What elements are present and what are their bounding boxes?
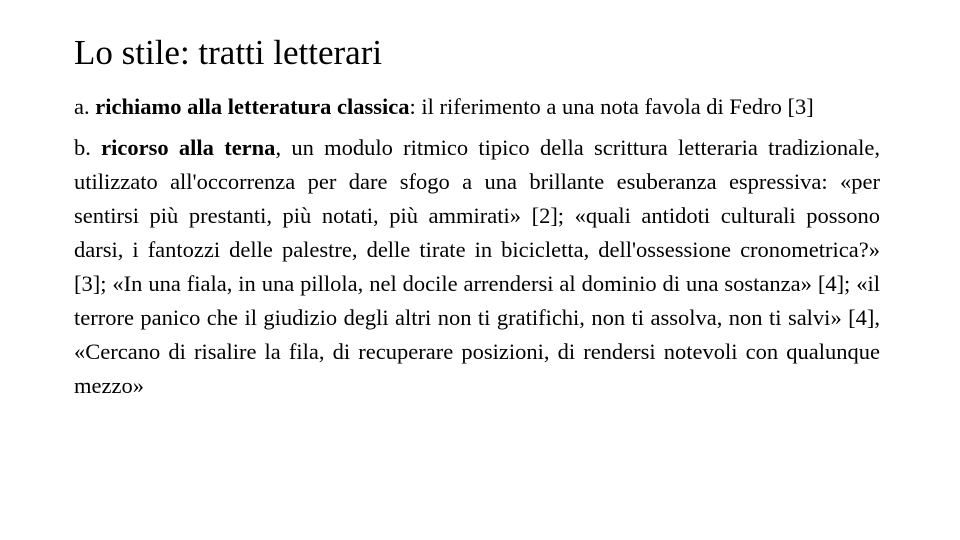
- list-item-a: [74, 90, 880, 124]
- list-item-b: [74, 131, 880, 403]
- item-text: : il riferimento a una nota favola di Fedro [3]: [409, 94, 814, 119]
- item-marker: b.: [74, 135, 102, 160]
- item-text: , un modulo ritmico tipico della scrittura letteraria tradizionale, utilizzato all'occorrenza per dare sfogo a una brillante esuberanza espressiva: «per sentirsi più prestanti, più notati, più ammirati» [2]; «quali antidoti culturali possono darsi, i fantozzi delle palestre, delle tirate in bicicletta, dell'ossessione cronometrica?» [3]; «In una fiala, in una pillola, nel docile arrendersi al dominio di una sostanza» [4]; «il terrore panico che il giudizio degli altri non ti gratifichi, non ti assolva, non ti salvi» [4], «Cercano di risalire la fila, di recuperare posizioni, di rendersi notevoli con qualunque mezzo»: [74, 135, 880, 398]
- slide-title: Lo stile: tratti letterari: [74, 33, 383, 72]
- item-bold-phrase: ricorso alla terna: [101, 135, 276, 160]
- item-bold-phrase: richiamo alla letteratura classica: [95, 94, 410, 119]
- slide-body: [74, 90, 880, 410]
- item-marker: a.: [74, 94, 96, 119]
